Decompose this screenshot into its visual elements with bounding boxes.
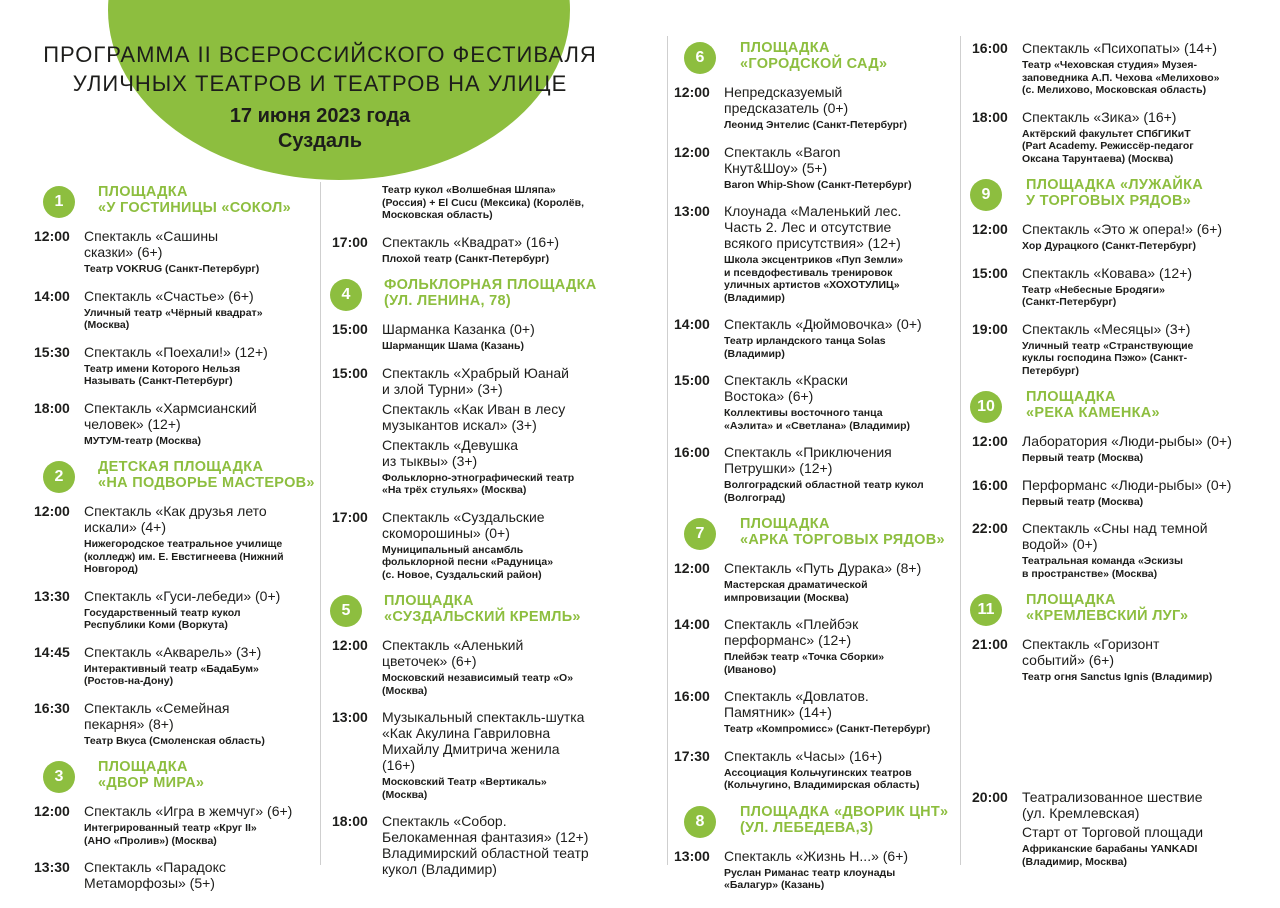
venue-header xyxy=(672,516,957,550)
event-time: 15:30 xyxy=(34,343,70,360)
venue-number: 3 xyxy=(43,761,75,793)
event-time: 15:00 xyxy=(332,364,368,381)
event-item xyxy=(32,344,317,388)
event-time: 12:00 xyxy=(674,560,710,576)
event-name: Спектакль «Как Иван в лесу музыкантов искал» (3+) xyxy=(382,400,566,433)
venue-10 xyxy=(970,389,1270,580)
event-list xyxy=(970,433,1270,580)
event-troupe: Театр огня Sanctus Ignis (Владимир) xyxy=(1022,671,1213,683)
event-name: Спектакль «Baron Кнут&Шоу» (5+) xyxy=(724,143,841,176)
event-troupe: Руслан Риманас театр клоунады «Балагур» (Казань) xyxy=(724,866,896,891)
venue-9 xyxy=(970,177,1270,377)
event-item xyxy=(970,433,1270,465)
event-time: 15:00 xyxy=(972,264,1008,281)
event-troupe: Муниципальный ансамбль фольклорной песни «Радуница» (с. Новое, Суздальский район) xyxy=(382,543,554,581)
event-name: Непредсказуемый предсказатель (0+) xyxy=(724,84,849,116)
parade-block xyxy=(970,789,1270,880)
event-troupe: Московский независимый театр «О» (Москва) xyxy=(382,672,574,697)
event-name: Спектакль «Аленький цветочек» (6+) xyxy=(382,637,524,669)
event-name: Спектакль «Счастье» (6+) xyxy=(84,287,254,304)
event-item xyxy=(672,144,957,192)
venue-number: 2 xyxy=(43,461,75,493)
event-list xyxy=(672,560,957,792)
event-name: Спектакль «Жизнь Н...» (6+) xyxy=(724,847,909,864)
event-item xyxy=(330,637,660,697)
venue-6 xyxy=(672,40,957,504)
event-time: 17:00 xyxy=(332,233,368,250)
event-name: Спектакль «Дюймовочка» (0+) xyxy=(724,316,922,332)
event-name: Спектакль «Суздальские скоморошины» (0+) xyxy=(382,508,545,541)
event-name: Спектакль «Квадрат» (16+) xyxy=(382,233,560,250)
event-item xyxy=(970,636,1270,684)
event-list xyxy=(32,803,317,891)
event-name: Спектакль «Горизонт событий» (6+) xyxy=(1022,636,1160,668)
page-header xyxy=(20,40,620,154)
event-time: 17:30 xyxy=(674,747,710,764)
event-troupe: Коллективы восточного танца «Аэлита» и «Светлана» (Владимир) xyxy=(724,407,911,432)
event-time: 13:00 xyxy=(332,709,368,725)
event-name: Лаборатория «Люди-рыбы» (0+) xyxy=(1022,433,1232,449)
venue-11 xyxy=(970,592,1270,684)
event-item xyxy=(970,40,1270,97)
column-4 xyxy=(970,40,1270,696)
event-name: Спектакль «Гуси-лебеди» (0+) xyxy=(84,587,281,604)
event-time: 19:00 xyxy=(972,320,1008,337)
event-time: 22:00 xyxy=(972,520,1008,536)
venue-1 xyxy=(32,184,317,447)
event-item xyxy=(330,321,660,353)
venue-title: ПЛОЩАДКА «РЕКА КАМЕНКА» xyxy=(1026,389,1160,421)
venue-header xyxy=(32,459,317,493)
event-time: 13:00 xyxy=(674,203,710,219)
event-list xyxy=(32,503,317,747)
event-name: Спектакль «Поехали!» (12+) xyxy=(84,343,268,360)
event-troupe: Мастерская драматической импровизации (Москва) xyxy=(724,579,868,604)
event-name: Перформанс «Люди-рыбы» (0+) xyxy=(1022,476,1232,493)
event-list xyxy=(672,84,957,504)
event-item xyxy=(32,700,317,748)
event-item xyxy=(970,520,1270,580)
venue-title: ПЛОЩАДКА «У ГОСТИНИЦЫ «СОКОЛ» xyxy=(98,184,291,216)
column-divider xyxy=(960,36,961,865)
event-name: Спектакль «Психопаты» (14+) xyxy=(1022,40,1218,56)
event-item xyxy=(672,848,957,892)
event-troupe: Уличный театр «Странствующие куклы господина Пэжо» (Санкт- Петербург) xyxy=(1022,339,1194,377)
event-item xyxy=(970,109,1270,166)
event-troupe: МУТУМ-театр (Москва) xyxy=(84,434,202,447)
venue-number: 7 xyxy=(684,518,716,550)
column-divider xyxy=(667,36,668,865)
event-troupe: Baron Whip-Show (Санкт-Петербург) xyxy=(724,178,912,191)
venue-title: ФОЛЬКЛОРНАЯ ПЛОЩАДКА (УЛ. ЛЕНИНА, 78) xyxy=(384,277,597,309)
event-troupe: Театральная команда «Эскизы в пространстве» (Москва) xyxy=(1022,555,1183,580)
event-item xyxy=(970,789,1270,868)
event-troupe: Театр кукол «Волшебная Шляпа» (Россия) + El Cucu (Мексика) (Королёв, Московская область) xyxy=(382,184,585,221)
venue-title: ПЛОЩАДКА «КРЕМЛЕВСКИЙ ЛУГ» xyxy=(1026,592,1189,624)
venue-number: 1 xyxy=(43,186,75,218)
venue-7 xyxy=(672,516,957,792)
venue-title: ПЛОЩАДКА «ДВОРИК ЦНТ» (УЛ. ЛЕБЕДЕВА,3) xyxy=(740,803,949,836)
event-troupe: Первый театр (Москва) xyxy=(1022,452,1144,464)
event-name: Спектакль «Зика» (16+) xyxy=(1022,108,1177,125)
event-time: 12:00 xyxy=(972,433,1008,449)
festival-date: 17 июня 2023 года xyxy=(229,105,411,127)
event-time: 16:00 xyxy=(674,444,710,460)
venue-title: ПЛОЩАДКА «ДВОР МИРА» xyxy=(98,759,205,791)
page-title: ПРОГРАММА II ВСЕРОССИЙСКОГО ФЕСТИВАЛЯ УЛИЧНЫХ ТЕАТРОВ И ТЕАТРОВ НА УЛИЦЕ xyxy=(43,42,597,96)
column-3 xyxy=(672,40,957,904)
event-list xyxy=(970,221,1270,377)
event-time: 16:00 xyxy=(972,476,1008,493)
column-divider xyxy=(320,182,321,865)
venue-8 xyxy=(672,804,957,892)
event-name: Спектакль «Краски Востока» (6+) xyxy=(724,372,848,404)
event-time: 14:00 xyxy=(674,616,710,632)
event-name: Спектакль «Семейная пекарня» (8+) xyxy=(84,699,230,732)
event-troupe: Ассоциация Кольчугинских театров (Кольчугино, Владимирская область) xyxy=(724,766,920,791)
event-troupe: Волгоградский областной театр кукол (Волгоград) xyxy=(724,479,924,504)
event-item xyxy=(330,709,660,801)
venue-header xyxy=(970,389,1270,423)
event-item xyxy=(330,813,660,877)
event-troupe: Африканские барабаны YANKADI (Владимир, Москва) xyxy=(1022,843,1198,868)
event-time: 13:30 xyxy=(34,859,70,875)
event-item xyxy=(32,400,317,448)
event-item xyxy=(32,228,317,276)
venue-title: ПЛОЩАДКА «ЛУЖАЙКА У ТОРГОВЫХ РЯДОВ» xyxy=(1026,177,1204,209)
venue-header xyxy=(970,592,1270,626)
event-troupe: Плейбэк театр «Точка Сборки» (Иваново) xyxy=(724,651,885,676)
event-name: Спектакль «Как друзья лето искали» (4+) xyxy=(84,503,267,535)
event-name: Спектакль «Приключения Петрушки» (12+) xyxy=(724,444,892,476)
event-troupe: Нижегородское театральное училище (колледж) им. Е. Евстигнеева (Нижний Новгород) xyxy=(84,538,284,575)
event-time: 13:30 xyxy=(34,587,70,604)
event-item xyxy=(330,234,660,266)
event-time: 13:00 xyxy=(674,847,710,864)
event-item xyxy=(672,560,957,604)
venue-title: ПЛОЩАДКА «СУЗДАЛЬСКИЙ КРЕМЛЬ» xyxy=(384,593,581,625)
event-time: 12:00 xyxy=(674,84,710,100)
event-time: 14:00 xyxy=(674,316,710,332)
event-time: 15:00 xyxy=(674,372,710,388)
event-name: Спектакль «Храбрый Юанай и злой Турни» (3+) xyxy=(382,364,569,397)
venue-2 xyxy=(32,459,317,747)
parade-start: Старт от Торговой площади xyxy=(1022,824,1204,840)
venue-5 xyxy=(330,593,660,877)
event-troupe: Леонид Энтелис (Санкт-Петербург) xyxy=(724,119,907,131)
event-name: Шарманка Казанка (0+) xyxy=(382,321,535,337)
event-time: 12:00 xyxy=(972,221,1008,237)
event-list xyxy=(32,228,317,447)
venue-title: ПЛОЩАДКА «ГОРОДСКОЙ САД» xyxy=(740,40,888,72)
event-time: 12:00 xyxy=(34,803,70,819)
event-continuation xyxy=(330,184,660,222)
event-troupe: Актёрский факультет СПбГИКиТ (Part Academy. Режиссёр-педагог Оксана Тарунтаева) (Москва) xyxy=(1022,127,1194,165)
column-1 xyxy=(32,184,317,903)
event-item xyxy=(970,265,1270,309)
event-troupe: Театр VOKRUG (Санкт-Петербург) xyxy=(84,263,260,275)
event-item xyxy=(32,803,317,847)
event-name: Спектакль «Хармсианский человек» (12+) xyxy=(84,399,257,432)
event-troupe: Государственный театр кукол Республики Коми (Воркута) xyxy=(84,606,241,631)
event-time: 20:00 xyxy=(972,789,1008,805)
event-time: 21:00 xyxy=(972,636,1008,652)
event-item xyxy=(672,688,957,736)
venue-header xyxy=(672,40,957,74)
event-time: 12:00 xyxy=(34,503,70,519)
event-time: 15:00 xyxy=(332,321,368,337)
event-name: Спектакль «Ковава» (12+) xyxy=(1022,264,1193,281)
event-item xyxy=(970,221,1270,253)
event-troupe: Школа эксцентриков «Пуп Земли» и псевдофестиваль тренировок уличных артистов «ХОХОТУЛИЦ» (Владимир) xyxy=(724,254,904,304)
event-name: Спектакль «Довлатов. Памятник» (14+) xyxy=(724,688,869,720)
event-time: 16:30 xyxy=(34,699,70,716)
event-time: 14:00 xyxy=(34,287,70,304)
event-troupe: Шарманщик Шама (Казань) xyxy=(382,340,524,352)
event-item xyxy=(672,84,957,132)
festival-city: Суздаль xyxy=(277,130,363,152)
event-item xyxy=(672,316,957,360)
event-item xyxy=(32,288,317,332)
event-time: 12:00 xyxy=(332,637,368,653)
event-troupe: Хор Дурацкого (Санкт-Петербург) xyxy=(1022,240,1196,252)
venue-header xyxy=(330,593,660,627)
event-name: Спектакль «Игра в жемчуг» (6+) xyxy=(84,803,293,819)
venue-4 xyxy=(330,277,660,581)
venue-title: ДЕТСКАЯ ПЛОЩАДКА «НА ПОДВОРЬЕ МАСТЕРОВ» xyxy=(98,459,315,491)
event-troupe: Театр «Чеховская студия» Музея- заповедника А.П. Чехова «Мелихово» (с. Мелихово, Московская область) xyxy=(1022,59,1220,96)
event-troupe: Первый театр (Москва) xyxy=(1022,495,1144,508)
event-time: 18:00 xyxy=(332,813,368,829)
column-2 xyxy=(330,184,660,889)
event-time: 16:00 xyxy=(674,688,710,704)
event-troupe: Театр ирландского танца Solas (Владимир) xyxy=(724,335,886,360)
event-time: 17:00 xyxy=(332,508,368,525)
venue-number: 4 xyxy=(330,279,362,311)
event-name: Театрализованное шествие (ул. Кремлевская) xyxy=(1022,789,1203,821)
event-troupe: Фольклорно-этнографический театр «На трёх стульях» (Москва) xyxy=(382,471,575,496)
event-name: Спектакль «Девушка из тыквы» (3+) xyxy=(382,436,519,469)
venue-3 xyxy=(32,759,317,891)
event-name: Спектакль «Это ж опера!» (6+) xyxy=(1022,221,1223,237)
venue-number: 11 xyxy=(970,594,1002,626)
venue-header xyxy=(32,759,317,793)
event-name: Спектакль «Сашины сказки» (6+) xyxy=(84,228,219,260)
venue-header xyxy=(672,804,957,838)
event-time: 18:00 xyxy=(34,399,70,416)
event-item xyxy=(330,365,660,497)
event-time: 12:00 xyxy=(34,228,70,244)
event-name: Спектакль «Акварель» (3+) xyxy=(84,643,262,660)
event-time: 12:00 xyxy=(674,143,710,160)
venue-number: 10 xyxy=(970,391,1002,423)
event-troupe: Интегрированный театр «Круг II» (АНО «Пролив») (Москва) xyxy=(84,822,257,847)
event-list xyxy=(330,637,660,877)
event-item xyxy=(32,859,317,891)
event-item xyxy=(330,509,660,582)
venue-header xyxy=(32,184,317,218)
event-troupe: Уличный театр «Чёрный квадрат» (Москва) xyxy=(84,306,263,331)
event-troupe: Театр «Небесные Бродяги» (Санкт-Петербург) xyxy=(1022,283,1165,308)
event-list xyxy=(970,636,1270,684)
event-item xyxy=(970,321,1270,378)
event-time: 16:00 xyxy=(972,40,1008,56)
venue-number: 5 xyxy=(330,595,362,627)
event-list xyxy=(672,848,957,892)
venue-header xyxy=(970,177,1270,211)
venue-header xyxy=(330,277,660,311)
venue-number: 6 xyxy=(684,42,716,74)
event-item xyxy=(672,372,957,432)
event-name: Спектакль «Путь Дурака» (8+) xyxy=(724,560,922,576)
event-name: Спектакль «Собор. Белокаменная фантазия» (12+) Владимирский областной театр кукол (Владимир) xyxy=(382,813,589,877)
event-item xyxy=(32,644,317,688)
event-troupe: Плохой театр (Санкт-Петербург) xyxy=(382,252,550,265)
event-item xyxy=(672,748,957,792)
event-name: Спектакль «Плейбэк перформанс» (12+) xyxy=(724,616,859,648)
venue-number: 9 xyxy=(970,179,1002,211)
event-item xyxy=(672,444,957,504)
venue-title: ПЛОЩАДКА «АРКА ТОРГОВЫХ РЯДОВ» xyxy=(740,516,945,548)
event-item xyxy=(32,503,317,576)
event-name: Клоунада «Маленький лес. Часть 2. Лес и отсутствие всякого присутствия» (12+) xyxy=(724,203,902,251)
venue-number: 8 xyxy=(684,806,716,838)
event-troupe: Интерактивный театр «БадаБум» (Ростов-на-Дону) xyxy=(84,662,259,687)
event-troupe: Театр Вкуса (Смоленская область) xyxy=(84,734,265,747)
event-troupe: Театр имени Которого Нельзя Называть (Санкт-Петербург) xyxy=(84,362,241,387)
event-troupe: Московский Театр «Вертикаль» (Москва) xyxy=(382,776,547,801)
event-time: 14:45 xyxy=(34,643,70,660)
event-troupe: Театр «Компромисс» (Санкт-Петербург) xyxy=(724,723,931,735)
event-name: Музыкальный спектакль-шутка «Как Акулина Гавриловна Михайлу Дмитрича женила (16+) xyxy=(382,709,585,773)
event-list xyxy=(970,40,1270,165)
event-name: Спектакль «Парадокс Метаморфозы» (5+) xyxy=(84,859,226,891)
event-name: Спектакль «Месяцы» (3+) xyxy=(1022,320,1191,337)
event-name: Спектакль «Сны над темной водой» (0+) xyxy=(1022,520,1208,552)
event-item xyxy=(672,616,957,676)
event-time: 18:00 xyxy=(972,108,1008,125)
event-name: Спектакль «Часы» (16+) xyxy=(724,747,883,764)
event-item xyxy=(32,588,317,632)
event-item xyxy=(970,477,1270,509)
event-item xyxy=(672,203,957,304)
